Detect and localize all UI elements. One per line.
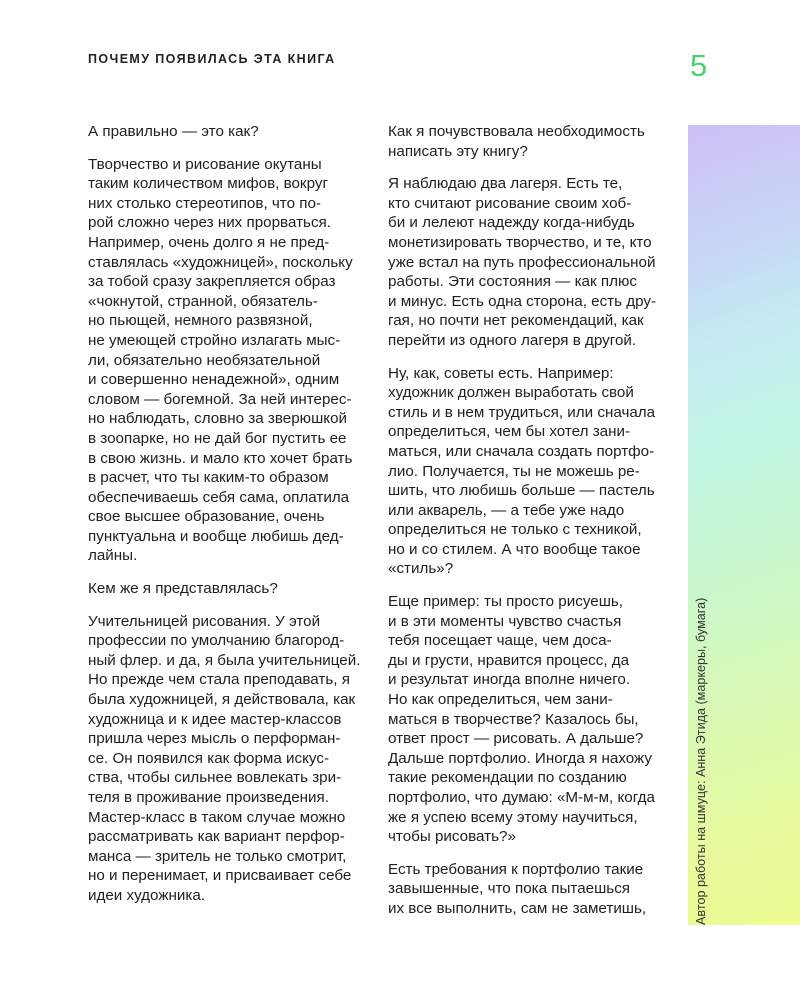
text-line: рой сложно через них прорваться. <box>88 214 331 232</box>
artwork-credit: Автор работы на шмуце: Анна Этида (маркеры, бумага) <box>694 597 708 925</box>
text-line: манса — зритель не только смотрит, <box>88 847 347 865</box>
text-line: определиться, чем бы хотел зани- <box>388 423 631 441</box>
text-line: свое высшее образование, очень <box>88 508 325 526</box>
paragraph <box>88 612 370 906</box>
text-line: них столько стереотипов, что по- <box>88 194 321 212</box>
text-line: шить, что любишь больше — пастель <box>388 482 655 500</box>
paragraph <box>388 364 680 580</box>
text-line: чтобы рисовать?» <box>388 828 516 846</box>
text-line: Но как определиться, чем зани- <box>388 691 613 709</box>
paragraph <box>388 860 680 919</box>
text-line: определиться не только с техникой, <box>388 521 642 539</box>
text-line: художник должен выработать свой <box>388 384 634 402</box>
text-line: пришла через мысль о перформан- <box>88 730 341 748</box>
text-line: работы. Эти состояния — как плюс <box>388 273 637 291</box>
paragraph <box>388 122 680 161</box>
paragraph <box>388 174 680 350</box>
paragraph <box>88 579 370 599</box>
text-line: ства, чтобы сильнее вовлекать зри- <box>88 769 342 787</box>
text-line: А правильно — это как? <box>88 123 259 140</box>
text-line: в расчет, что ты каким-то образом <box>88 469 329 487</box>
text-line: и совершенно ненадежной», одним <box>88 371 340 389</box>
text-line: но наблюдать, словно за зверюшкой <box>88 410 348 428</box>
text-line: «чокнутой, странной, обязатель- <box>88 292 318 310</box>
running-title: ПОЧЕМУ ПОЯВИЛАСЬ ЭТА КНИГА <box>88 52 336 66</box>
text-line: монетизировать творчество, и те, кто <box>388 233 652 251</box>
paragraph <box>88 155 370 566</box>
text-line: Творчество и рисование окутаны <box>88 155 322 173</box>
text-line: идеи художника. <box>88 886 205 904</box>
text-line: завышенные, что пока пытаешься <box>388 880 631 898</box>
text-line: ответ прост — рисовать. А дальше? <box>388 730 644 748</box>
text-line: стиль и в нем трудиться, или сначала <box>388 403 656 421</box>
text-line: Мастер-класс в таком случае можно <box>88 808 346 826</box>
text-line: такие рекомендации по созданию <box>388 769 627 787</box>
text-line: тебя посещает чаще, чем доса- <box>388 632 612 650</box>
text-line: лио. Получается, ты не можешь ре- <box>388 462 640 480</box>
text-line: их все выполнить, сам не заметишь, <box>388 899 647 917</box>
text-line: теля в проживание произведения. <box>88 789 329 806</box>
text-line: была художницей, я действовала, как <box>88 691 356 709</box>
text-line: профессии по умолчанию благород- <box>88 632 345 650</box>
text-line: лайны. <box>88 547 138 565</box>
text-line: Как я почувствовала необходимость <box>388 123 645 140</box>
text-line: же я успею всему этому научиться, <box>388 808 638 826</box>
text-line: но и перенимает, и присваивает себе <box>88 867 352 885</box>
text-line: Есть требования к портфолио такие <box>388 860 644 878</box>
text-line: рассматривать как вариант перфор- <box>88 828 345 846</box>
text-line: Кем же я представлялась? <box>88 580 278 598</box>
text-line: Еще пример: ты просто рисуешь, <box>388 593 624 611</box>
text-line: се. Он появился как форма искус- <box>88 749 329 767</box>
text-line: пунктуальна и вообще любишь дед- <box>88 527 344 545</box>
text-line: «стиль»? <box>388 560 454 578</box>
text-line: таким количеством мифов, вокруг <box>88 175 328 193</box>
text-line: ный флер. и да, я была учительницей. <box>88 651 361 669</box>
text-line: би и лелеют надежду когда-нибудь <box>388 214 635 232</box>
text-line: но пьющей, немного развязной, <box>88 312 313 330</box>
text-line: художница и к идее мастер-классов <box>88 710 342 728</box>
text-line: Например, очень долго я не пред- <box>88 233 330 251</box>
text-line: или акварель, — а тебе уже надо <box>388 501 625 519</box>
text-line: и минус. Есть одна сторона, есть дру- <box>388 292 657 310</box>
right-text-column <box>388 122 680 932</box>
text-line: перейти из одного лагеря в другой. <box>388 331 637 349</box>
text-line: Ну, как, советы есть. Например: <box>388 364 614 382</box>
text-line: в свою жизнь. и мало кто хочет брать <box>88 449 353 467</box>
text-line: маться в творчестве? Казалось бы, <box>388 710 639 728</box>
text-line: за тобой сразу закрепляется образ <box>88 273 336 291</box>
text-line: не умеющей стройно излагать мыс- <box>88 331 341 349</box>
text-line: маться, или сначала создать портфо- <box>388 442 655 460</box>
text-line: Я наблюдаю два лагеря. Есть те, <box>388 175 623 193</box>
text-line: ставлялась «художницей», поскольку <box>88 253 353 271</box>
text-line: ды и грусти, нравится процесс, да <box>388 651 630 669</box>
text-line: портфолио, что думаю: «М-м-м, когда <box>388 789 655 806</box>
text-line: и результат иногда вполне ничего. <box>388 671 631 689</box>
paragraph <box>88 122 370 142</box>
text-line: гая, но почти нет рекомендаций, как <box>388 312 644 330</box>
text-line: Дальше портфолио. Иногда я нахожу <box>388 749 652 767</box>
text-line: в зоопарке, но не дай бог пустить ее <box>88 429 347 447</box>
left-text-column <box>88 122 370 919</box>
text-line: уже встал на путь профессиональной <box>388 253 656 271</box>
text-line: обеспечиваешь себя сама, оплатила <box>88 488 350 506</box>
text-line: словом — богемной. За ней интерес- <box>88 390 352 408</box>
text-line: Учительницей рисования. У этой <box>88 612 321 630</box>
page-number: 5 <box>690 48 708 83</box>
text-line: написать эту книгу? <box>388 142 528 160</box>
text-line: но и со стилем. А что вообще такое <box>388 540 641 558</box>
text-line: Но прежде чем стала преподавать, я <box>88 671 350 689</box>
text-line: кто считают рисование своим хоб- <box>388 194 632 212</box>
text-line: и в эти моменты чувство счастья <box>388 612 622 630</box>
paragraph <box>388 592 680 847</box>
text-line: ли, обязательно необязательной <box>88 351 321 369</box>
